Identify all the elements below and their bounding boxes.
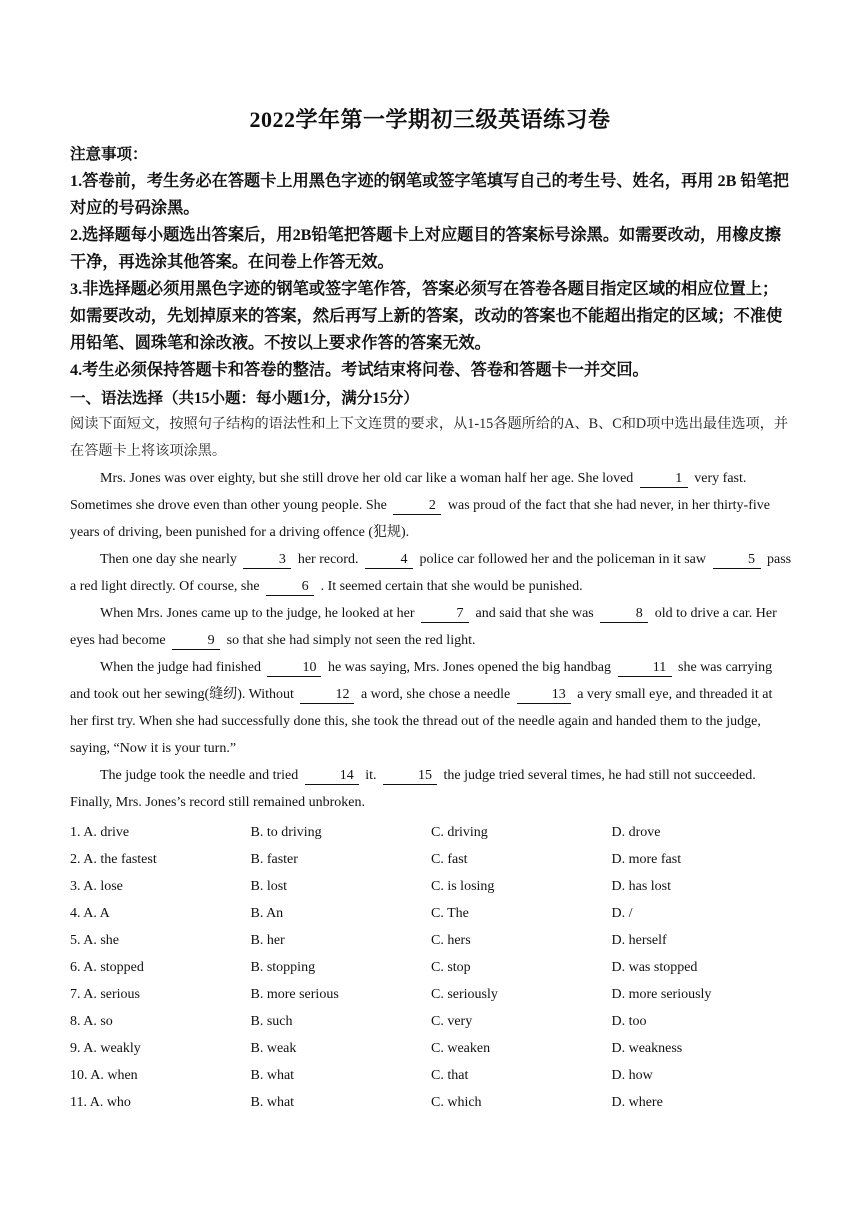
option-row-1 [70,819,790,846]
passage-paragraph-1 [70,465,792,546]
passage-text: Mrs. Jones was over eighty, but she still drove her old car like a woman half her age. She loved [100,471,634,486]
option-b[interactable]: B. An [250,905,284,921]
option-c[interactable]: C. driving [431,824,488,840]
option-c[interactable]: C. stop [431,959,471,975]
notice-item-2: 2.选择题每小题选出答案后，用2B铅笔把答题卡上对应题目的答案标号涂黑。如需要改动，用橡皮擦干净，再选涂其他答案。在问卷上作答无效。 [70,226,781,271]
passage-text: it. [365,768,377,783]
option-b[interactable]: B. stopping [250,959,316,975]
passage-paragraph-5 [70,762,792,816]
option-c[interactable]: C. is losing [431,878,495,894]
option-d[interactable]: D. more fast [611,851,682,867]
option-a[interactable]: 5. A. she [70,932,119,948]
passage-paragraph-3 [70,600,792,654]
passage-text: the judge tried several times, he had still not succeeded. Finally, Mrs. Jones’s record still remained unbroken. [70,768,756,810]
section-heading: 一、语法选择（共15小题：每小题1分，满分15分） [70,390,419,407]
blank-10: 10 [267,659,321,677]
option-a[interactable]: 1. A. drive [70,824,130,840]
option-d[interactable]: D. drove [611,824,661,840]
blank-3: 3 [243,551,291,569]
option-a[interactable]: 8. A. so [70,1013,113,1029]
passage [70,465,792,816]
option-row-11 [70,1089,790,1116]
option-b[interactable]: B. weak [250,1040,297,1056]
option-d[interactable]: D. weakness [611,1040,683,1056]
option-d[interactable]: D. more seriously [611,986,712,1002]
passage-text: a very small eye, and threaded it at her first try. When she had successfully done this, she took the thread out of the needle again and handed them to the judge, saying, “Now it is your turn.” [70,687,773,756]
option-b[interactable]: B. what [250,1094,295,1110]
option-c[interactable]: C. hers [431,932,471,948]
option-row-6 [70,954,790,981]
option-d[interactable]: D. where [611,1094,663,1110]
option-b[interactable]: B. lost [250,878,288,894]
option-b[interactable]: B. faster [250,851,298,867]
option-a[interactable]: 2. A. the fastest [70,851,157,867]
option-a[interactable]: 9. A. weakly [70,1040,141,1056]
blank-8: 8 [600,605,648,623]
option-d[interactable]: D. herself [611,932,667,948]
notice-item-4: 4.考生必须保持答题卡和答卷的整洁。考试结束将问卷、答卷和答题卡一并交回。 [70,361,649,379]
passage-text: her record. [297,552,359,567]
passage-text: so that she had simply not seen the red light. [226,633,476,648]
option-d[interactable]: D. how [611,1067,653,1083]
blank-9: 9 [172,632,220,650]
passage-text: Then one day she nearly [100,552,237,567]
notice-item-1: 1.答卷前，考生务必在答题卡上用黑色字迹的钢笔或签字笔填写自己的考生号、姓名，再用 2B 铅笔把对应的号码涂黑。 [70,172,789,217]
section-instructions: 阅读下面短文，按照句子结构的语法性和上下文连贯的要求，从1-15各题所给的A、B、C和D项中选出最佳选项，并在答题卡上将该项涂黑。 [70,416,789,459]
option-c[interactable]: C. that [431,1067,469,1083]
passage-text: police car followed her and the policeman in it saw [419,552,706,567]
blank-2: 2 [393,497,441,515]
option-row-4 [70,900,790,927]
option-d[interactable]: D. has lost [611,878,671,894]
blank-12: 12 [300,686,354,704]
blank-5: 5 [713,551,761,569]
option-c[interactable]: C. very [431,1013,473,1029]
passage-text: and said that she was [475,606,594,621]
option-a[interactable]: 10. A. when [70,1067,138,1083]
option-a[interactable]: 6. A. stopped [70,959,144,975]
option-row-3 [70,873,790,900]
blank-1: 1 [640,470,688,488]
passage-text: a word, she chose a needle [360,687,511,702]
passage-text: he was saying, Mrs. Jones opened the big handbag [327,660,612,675]
blank-13: 13 [517,686,571,704]
blank-6: 6 [266,578,314,596]
passage-paragraph-4 [70,654,792,762]
blank-4: 4 [365,551,413,569]
option-b[interactable]: B. her [250,932,285,948]
passage-text: . It seemed certain that she would be punished. [320,579,583,594]
option-c[interactable]: C. fast [431,851,468,867]
option-row-7 [70,981,790,1008]
passage-text: When Mrs. Jones came up to the judge, he looked at her [100,606,415,621]
blank-15: 15 [383,767,437,785]
blank-11: 11 [618,659,672,677]
option-d[interactable]: D. / [611,905,633,921]
passage-text: was proud of the fact that she had never, in her thirty-five years of driving, been punished for a driving offence (犯规). [70,498,770,540]
blank-7: 7 [421,605,469,623]
option-a[interactable]: 11. A. who [70,1094,131,1110]
option-b[interactable]: B. what [250,1067,295,1083]
option-row-8 [70,1008,790,1035]
option-a[interactable]: 7. A. serious [70,986,140,1002]
options-list [70,819,790,1116]
page-title: 2022学年第一学期初三级英语练习卷 [249,107,611,132]
option-c[interactable]: C. weaken [431,1040,491,1056]
option-row-9 [70,1035,790,1062]
option-b[interactable]: B. to driving [250,824,322,840]
option-b[interactable]: B. such [250,1013,293,1029]
option-a[interactable]: 3. A. lose [70,878,123,894]
passage-text: The judge took the needle and tried [100,768,299,783]
blank-14: 14 [305,767,359,785]
option-d[interactable]: D. too [611,1013,647,1029]
passage-text: she was carrying and took out her sewing(缝纫). Without [70,660,773,702]
option-row-10 [70,1062,790,1089]
option-a[interactable]: 4. A. A [70,905,110,921]
option-c[interactable]: C. The [431,905,469,921]
option-c[interactable]: C. seriously [431,986,498,1002]
option-row-2 [70,846,790,873]
passage-text: pass a red light directly. Of course, she [70,552,792,594]
passage-paragraph-2 [70,546,792,600]
passage-text: When the judge had finished [100,660,261,675]
passage-text: very fast. Sometimes she drove even than other young people. She [70,471,747,513]
option-c[interactable]: C. which [431,1094,482,1110]
passage-text: old to drive a car. Her eyes had become [70,606,777,648]
notice-heading: 注意事项： [70,146,148,163]
option-b[interactable]: B. more serious [250,986,339,1002]
option-d[interactable]: D. was stopped [611,959,698,975]
option-row-5 [70,927,790,954]
notice-item-3: 3.非选择题必须用黑色字迹的钢笔或签字笔作答，答案必须写在答卷各题目指定区域的相应位置上；如需要改动，先划掉原来的答案，然后再写上新的答案，改动的答案也不能超出指定的区域；不准使用铅笔、圆珠笔和涂改液。不按以上要求作答的答案无效。 [70,280,783,352]
